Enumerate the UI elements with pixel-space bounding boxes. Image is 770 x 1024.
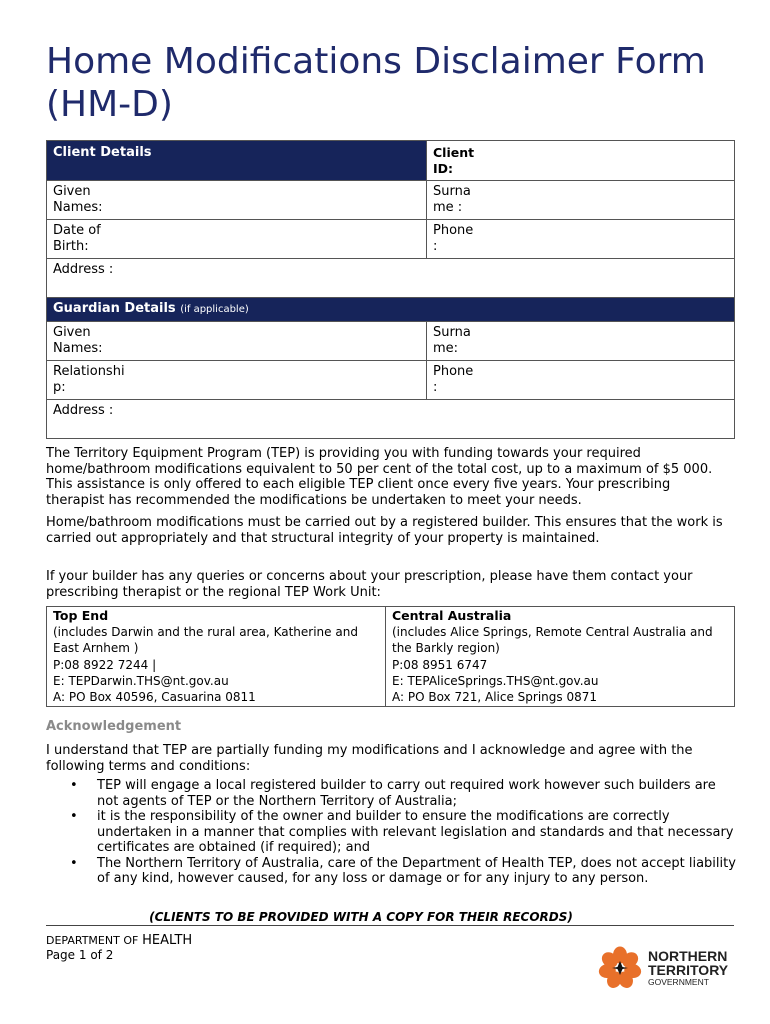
funding-paragraph: The Territory Equipment Program (TEP) is providing you with funding towards your required home/bathroom modifications equivalent to 50 per cent of the total cost, up to a maximum of $5 000. This assistance is only offered to each eligible TEP client once every five years. Your prescribing therapist has recommended the modifications be undertaken to meet your needs. — [46, 446, 713, 508]
top-end-email: E: TEPDarwin.THS@nt.gov.au — [53, 674, 229, 688]
top-end-note: (includes Darwin and the rural area, Katherine and East Arnhem ) — [53, 625, 358, 655]
central-email: E: TEPAliceSprings.THS@nt.gov.au — [392, 674, 599, 688]
central-phone: P:08 8951 6747 — [392, 658, 488, 672]
client-details-table — [46, 140, 735, 439]
guardian-given-label: Given Names: — [53, 325, 103, 356]
builder-paragraph: Home/bathroom modifications must be carried out by a registered builder. This ensures that the work is carried out appropriately and that structural integrity of your property is maintained. — [46, 515, 723, 546]
surname-label: Surname : — [433, 184, 471, 215]
nt-government-logo — [596, 944, 738, 992]
list-item — [46, 856, 736, 887]
client-dob-field[interactable] — [47, 220, 427, 259]
client-surname-field[interactable] — [427, 181, 735, 220]
address-label: Address : — [53, 262, 114, 277]
client-address-field[interactable] — [47, 259, 735, 298]
phone-label: Phone : — [433, 223, 474, 254]
guardian-details-header — [47, 298, 735, 322]
dob-label: Date of Birth: — [53, 223, 101, 254]
department-name: HEALTH — [142, 933, 193, 948]
page-title: Home Modifications Disclaimer Form (HM-D) — [46, 41, 706, 125]
relationship-label: Relationship: — [53, 364, 125, 395]
given-names-label: Given Names: — [53, 184, 103, 215]
client-details-header: Client Details — [47, 141, 427, 181]
bullet-icon: • — [70, 855, 78, 871]
bullet-icon: • — [70, 778, 78, 793]
guardian-address-field[interactable] — [47, 400, 735, 439]
guardian-address-label: Address : — [53, 403, 114, 418]
client-phone-field[interactable] — [427, 220, 735, 259]
acknowledgement-intro: I understand that TEP are partially funding my modifications and I acknowledge and agree with the following terms and conditions: — [46, 743, 693, 774]
page-number: Page 1 of 2 — [46, 948, 114, 962]
term-text: The Northern Territory of Australia, care of the Department of Health TEP, does not accept liability of any kind, however caused, for any loss or damage or for any injury to any person. — [97, 855, 736, 886]
central-address: A: PO Box 721, Alice Springs 0871 — [392, 690, 598, 704]
top-end-phone: P:08 8922 7244 | — [53, 658, 157, 672]
flower-icon — [597, 947, 642, 991]
bullet-icon: • — [70, 809, 78, 824]
acknowledgement-heading: Acknowledgement — [46, 719, 182, 734]
terms-list — [46, 778, 736, 887]
list-item — [46, 809, 736, 856]
client-id-cell[interactable] — [427, 141, 735, 181]
guardian-phone-label: Phone : — [433, 364, 474, 395]
guardian-surname-field[interactable] — [427, 322, 735, 361]
contacts-table — [46, 606, 735, 707]
list-item — [46, 778, 736, 809]
guardian-phone-field[interactable] — [427, 361, 735, 400]
guardian-header-note: (if applicable) — [180, 304, 249, 315]
term-text: it is the responsibility of the owner and builder to ensure the modifications are correctly undertaken in a manner that complies with relevant legislation and standards and that necessary certificates are obtained (if required); and — [97, 809, 734, 855]
central-note: (includes Alice Springs, Remote Central Australia and the Barkly region) — [392, 625, 713, 655]
contact-paragraph: If your builder has any queries or concerns about your prescription, please have them contact your prescribing therapist or the regional TEP Work Unit: — [46, 569, 693, 600]
guardian-relationship-field[interactable] — [47, 361, 427, 400]
department-prefix: DEPARTMENT OF — [46, 934, 139, 947]
guardian-header-title: Guardian Details — [53, 301, 176, 316]
top-end-address: A: PO Box 40596, Casuarina 0811 — [53, 690, 256, 704]
top-end-title: Top End — [53, 608, 109, 623]
footer-department — [46, 933, 192, 962]
top-end-contact — [47, 607, 386, 707]
logo-line-3: GOVERNMENT — [648, 977, 709, 987]
footer-divider — [46, 925, 734, 926]
client-given-names-field[interactable] — [47, 181, 427, 220]
guardian-given-names-field[interactable] — [47, 322, 427, 361]
central-contact — [386, 607, 735, 707]
copy-note: (CLIENTS TO BE PROVIDED WITH A COPY FOR THEIR RECORDS) — [149, 910, 573, 924]
guardian-surname-label: Surname: — [433, 325, 471, 356]
central-title: Central Australia — [392, 608, 512, 623]
term-text: TEP will engage a local registered builder to carry out required work however such builders are not agents of TEP or the Northern Territory of Australia; — [97, 778, 716, 809]
logo-line-1: NORTHERN — [648, 948, 728, 964]
client-id-label: Client ID: — [433, 145, 475, 176]
logo-line-2: TERRITORY — [648, 962, 729, 978]
